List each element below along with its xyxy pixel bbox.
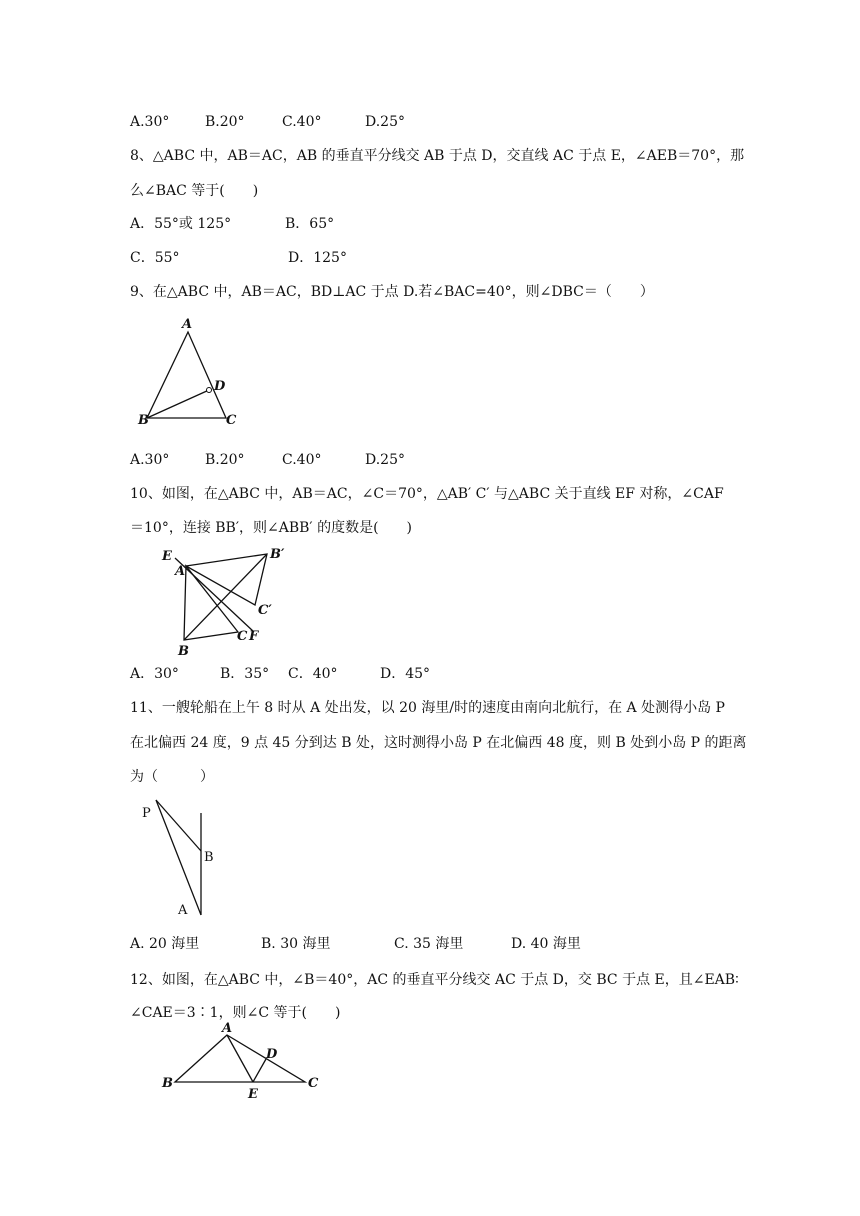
- q12-stem-line2: ∠CAE＝3∶1，则∠C 等于( ): [130, 1005, 341, 1021]
- q7-options: [130, 112, 405, 132]
- q9-option-c[interactable]: C.40°: [282, 452, 322, 468]
- q8-options-row2: [130, 248, 347, 268]
- q8-stem-line1: 8、△ABC 中，AB＝AC，AB 的垂直平分线交 AB 于点 D，交直线 AC 于点 E，∠AEB＝70°，那: [130, 148, 745, 164]
- q9-option-d[interactable]: D.25°: [365, 452, 405, 468]
- q10-segment-bb-prime: [184, 554, 267, 640]
- q9-options: [130, 450, 405, 470]
- q9-point-d: [207, 388, 212, 393]
- q9-stem: 9、在△ABC 中，AB＝AC，BD⊥AC 于点 D.若∠BAC=40°，则∠DBC＝（ ）: [130, 284, 654, 300]
- q12-segment-ed: [253, 1059, 266, 1082]
- q10-options: [130, 664, 430, 684]
- q12-label-b: B: [162, 1076, 173, 1091]
- q7-option-a[interactable]: A.30°: [130, 114, 170, 130]
- q11-label-p: P: [142, 806, 151, 821]
- q11-option-a[interactable]: A. 20 海里: [130, 936, 200, 952]
- q10-label-c-prime: C′: [258, 603, 272, 618]
- q10-label-c: C: [237, 629, 248, 644]
- q11-option-d[interactable]: D. 40 海里: [511, 936, 581, 952]
- q10-stem-line2: ＝10°，连接 BB′，则∠ABB′ 的度数是( ): [130, 520, 412, 536]
- q8-options-row1: [130, 214, 334, 234]
- q11-label-a: A: [178, 903, 188, 918]
- q7-option-c[interactable]: C.40°: [282, 114, 322, 130]
- q8-option-b[interactable]: B．65°: [285, 216, 335, 232]
- q10-label-a: A: [175, 564, 186, 579]
- q9-label-b: B: [138, 413, 149, 428]
- q12-segment-ae: [227, 1035, 253, 1082]
- q9-triangle-abc: [147, 332, 226, 418]
- q10-triangle-abc: [184, 566, 238, 640]
- q12-label-c: C: [308, 1076, 319, 1091]
- q10-option-c[interactable]: C．40°: [288, 666, 338, 682]
- q10-option-d[interactable]: D．45°: [380, 666, 431, 682]
- q9-label-a: A: [182, 317, 193, 332]
- q8-option-d[interactable]: D．125°: [288, 250, 347, 266]
- q10-line-ef: [175, 558, 254, 632]
- q11-stem-line2: 在北偏西 24 度，9 点 45 分到达 B 处，这时测得小岛 P 在北偏西 48 度，则 B 处到小岛 P 的距离: [130, 735, 747, 751]
- q8-option-c[interactable]: C．55°: [130, 250, 180, 266]
- q9-option-b[interactable]: B.20°: [205, 452, 245, 468]
- q12-stem-line1: 12、如图，在△ABC 中，∠B＝40°，AC 的垂直平分线交 AC 于点 D，交 BC 于点 E，且∠EAB∶: [130, 972, 739, 988]
- q10-label-b: B: [178, 644, 189, 659]
- q12-label-e: E: [248, 1087, 258, 1102]
- q11-navigation-figure: [130, 795, 230, 925]
- q7-option-d[interactable]: D.25°: [365, 114, 405, 130]
- q11-stem-line1: 11、一艘轮船在上午 8 时从 A 处出发，以 20 海里/时的速度由南向北航行，在 A 处测得小岛 P: [130, 700, 725, 716]
- q8-stem-line2: 么∠BAC 等于( ): [130, 183, 259, 199]
- q9-segment-bd: [147, 390, 209, 418]
- q9-option-a[interactable]: A.30°: [130, 452, 170, 468]
- q11-segment-ap: [156, 800, 201, 915]
- q10-option-a[interactable]: A．30°: [130, 666, 179, 682]
- q7-option-b[interactable]: B.20°: [205, 114, 245, 130]
- q9-triangle-figure: [130, 310, 270, 435]
- q10-label-f: F: [249, 629, 259, 644]
- q11-options: [130, 934, 581, 954]
- q10-label-e: E: [162, 549, 172, 564]
- q12-triangle-figure: [150, 1020, 340, 1100]
- q11-label-b: B: [204, 850, 214, 865]
- q10-label-b-prime: B′: [270, 547, 285, 562]
- q9-label-c: C: [226, 413, 237, 428]
- q10-stem-line1: 10、如图，在△ABC 中，AB＝AC，∠C＝70°，△AB′ C′ 与△ABC 关于直线 EF 对称，∠CAF: [130, 486, 724, 502]
- q12-label-d: D: [266, 1047, 278, 1062]
- q10-option-b[interactable]: B．35°: [220, 666, 270, 682]
- q9-label-d: D: [214, 379, 226, 394]
- q11-stem-line3: 为（ ）: [130, 769, 214, 785]
- q11-option-b[interactable]: B. 30 海里: [261, 936, 331, 952]
- q10-reflection-figure: [130, 540, 300, 665]
- q8-option-a[interactable]: A．55°或 125°: [130, 216, 232, 232]
- q11-option-c[interactable]: C. 35 海里: [394, 936, 464, 952]
- q12-label-a: A: [222, 1021, 233, 1036]
- q11-segment-bp: [156, 800, 201, 851]
